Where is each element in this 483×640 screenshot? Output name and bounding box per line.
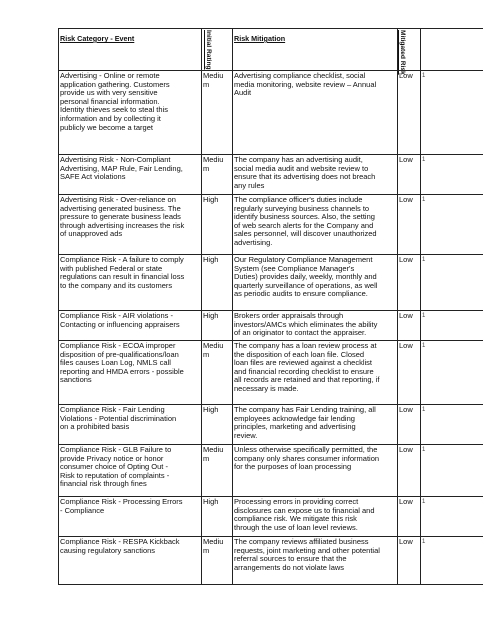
row-marker: 1 [422,499,426,505]
risk-mitigation-cell: Processing errors in providing correct disclosures can expose us to financial and compliance risk. We mitigate this risk through the use of loan level reviews. [234,498,375,532]
mitigated-risk-cell: Low [399,156,413,164]
mitigated-risk-cell: Low [399,406,413,414]
risk-mitigation-cell: The company has an advertising audit, social media audit and website review to ensure that its advertising does not breach any rules [234,156,376,190]
row-marker: 1 [422,313,426,319]
table-top-border [58,28,483,29]
risk-table [58,28,483,584]
risk-mitigation-cell: Our Regulatory Compliance Management System (see Compliance Manager's Duties) provides daily, weekly, monthly and quarterly surveillance of operations, as well as periodic audits to ensure compliance. [234,256,378,299]
risk-mitigation-cell: The company reviews affiliated business requests, joint marketing and other potential referral sources to ensure that the arrangements do not violate laws [234,538,380,572]
initial-rating-cell: Mediu m [203,156,224,173]
mitigated-risk-cell: Low [399,256,413,264]
initial-rating-cell: Mediu m [203,342,224,359]
mitigated-risk-cell: Low [399,498,413,506]
risk-category-cell: Advertising Risk - Over-reliance on advertising generated business. The pressure to generate business leads through advertising increases the risk of unapproved ads [60,196,185,239]
risk-category-cell: Compliance Risk - ECOA improper disposition of pre-qualifications/loan files causes Loan Log, NMLS call reporting and HMDA errors - possible sanctions [60,342,184,385]
header-risk-category: Risk Category - Event [60,34,135,43]
column-divider [420,28,421,584]
header-risk-mitigation: Risk Mitigation [234,34,286,43]
header-mitigated-risk: Mitigated Risk [399,30,406,75]
initial-rating-cell: High [203,196,219,204]
risk-mitigation-cell: Unless otherwise specifically permitted, the company only shares consumer information for the purposes of loan processing [234,446,380,472]
risk-category-cell: Compliance Risk - Fair Lending Violations - Potential discrimination on a prohibited basis [60,406,177,432]
risk-category-cell: Compliance Risk - A failure to comply with published Federal or state regulations can result in financial loss to the company and its customers [60,256,185,290]
risk-mitigation-cell: Brokers order appraisals through investors/AMCs which eliminates the ability of an originator to contact the appraiser. [234,312,378,338]
initial-rating-cell: High [203,498,219,506]
row-divider [58,584,483,585]
row-marker: 1 [422,257,426,263]
header-initial-rating: Initial Rating [205,30,212,70]
initial-rating-cell: High [203,312,219,320]
column-divider [201,28,202,584]
mitigated-risk-cell: Low [399,196,413,204]
column-divider [58,28,59,584]
row-marker: 1 [422,73,426,79]
mitigated-risk-cell: Low [399,312,413,320]
risk-mitigation-cell: The company has a loan review process at the disposition of each loan file. Closed loan files are reviewed against a checklist and financial recording checklist to ensure all records are retained and that reporting, if necessary is made. [234,342,380,393]
column-divider [232,28,233,584]
risk-mitigation-cell: The compliance officer's duties include regularly surveying business channels to identify business sources. Also, the setting of web search alerts for the Company and sales personnel, will discover unauthorized advertising. [234,196,377,247]
risk-mitigation-cell: The company has Fair Lending training, all employees acknowledge fair lending principles, marketing and advertising review. [234,406,376,440]
mitigated-risk-cell: Low [399,72,413,80]
row-marker: 1 [422,407,426,413]
risk-category-cell: Compliance Risk - GLB Failure to provide Privacy notice or honor consumer choice of Opting Out - Risk to reputation of complaints - financial risk through fines [60,446,172,489]
column-divider [397,28,398,584]
mitigated-risk-cell: Low [399,342,413,350]
risk-category-cell: Advertising - Online or remote application gathering. Customers provide us with very sensitive personal financial information. Identity thieves seek to steal this information and by collecting it publicly we become a target [60,72,170,132]
initial-rating-cell: Mediu m [203,538,224,555]
row-marker: 1 [422,447,426,453]
mitigated-risk-cell: Low [399,446,413,454]
risk-category-cell: Compliance Risk - Processing Errors - Compliance [60,498,183,515]
risk-category-cell: Compliance Risk - AIR violations - Contacting or influencing appraisers [60,312,180,329]
row-marker: 1 [422,197,426,203]
header-divider [58,70,483,71]
initial-rating-cell: Mediu m [203,72,224,89]
risk-category-cell: Compliance Risk - RESPA Kickback causing regulatory sanctions [60,538,180,555]
initial-rating-cell: Mediu m [203,446,224,463]
mitigated-risk-cell: Low [399,538,413,546]
row-marker: 1 [422,157,426,163]
risk-category-cell: Advertising Risk - Non-Compliant Advertising, MAP Rule, Fair Lending, SAFE Act violations [60,156,183,182]
initial-rating-cell: High [203,406,219,414]
row-marker: 1 [422,539,426,545]
row-marker: 1 [422,343,426,349]
risk-mitigation-cell: Advertising compliance checklist, social media monitoring, website review – Annual Audit [234,72,377,98]
initial-rating-cell: High [203,256,219,264]
